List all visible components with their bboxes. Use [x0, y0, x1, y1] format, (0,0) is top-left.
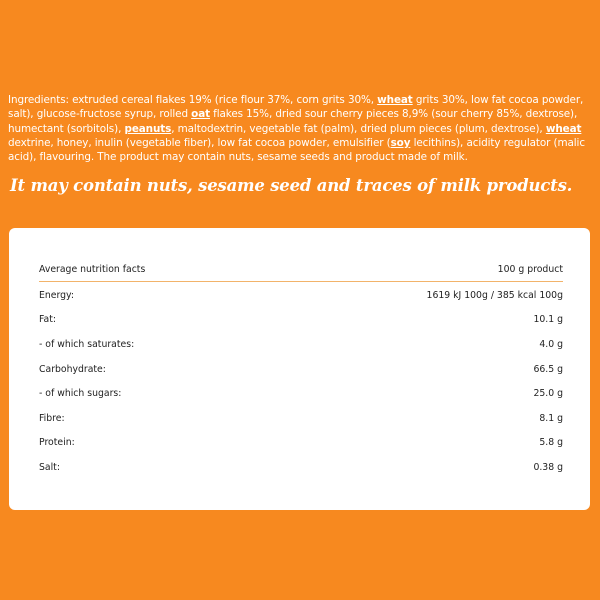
ingredients-segment: Ingredients: extruded cereal flakes 19% (rice flour 37%, corn grits 30%,	[8, 94, 378, 106]
nutrition-row-carbohydrate	[39, 357, 563, 382]
nutrition-header-row	[39, 258, 563, 282]
nutrition-label: Protein:	[39, 437, 75, 449]
ingredients-segment: , maltodextrin, vegetable fat (palm), dried plum pieces (plum, dextrose),	[171, 122, 546, 135]
allergen-wheat: wheat	[377, 94, 413, 106]
nutrition-value: 8.1 g	[539, 412, 563, 424]
allergen-wheat: wheat	[545, 122, 582, 135]
nutrition-label: Carbohydrate:	[39, 363, 106, 375]
allergen-soy: soy	[390, 136, 411, 149]
nutrition-value: 0.38 g	[533, 461, 563, 473]
nutrition-label: - of which sugars:	[39, 388, 122, 400]
allergen-warning: It may contain nuts, sesame seed and traces of milk products.	[10, 176, 573, 195]
allergen-oat: oat	[191, 108, 210, 121]
nutrition-value: 4.0 g	[539, 338, 563, 350]
ingredients-segment: grits 30%, low fat cocoa powder, salt), glucose-fructose syrup, rolled	[8, 94, 584, 121]
nutrition-row-fat	[39, 308, 563, 333]
nutrition-value: 25.0 g	[533, 388, 563, 400]
ingredients-text	[8, 93, 590, 164]
nutrition-header-value: 100 g product	[497, 264, 563, 275]
allergen-peanuts: peanuts	[124, 122, 172, 135]
nutrition-row-sugars	[39, 381, 563, 406]
ingredients-segment: flakes 15%, dried sour cherry pieces 8,9% (sour cherry 85%, dextrose), humectant (sorbitols),	[8, 108, 578, 135]
nutrition-row-fibre	[39, 406, 563, 431]
nutrition-table	[39, 258, 563, 480]
nutrition-header-label: Average nutrition facts	[39, 264, 146, 275]
nutrition-row-protein	[39, 431, 563, 456]
nutrition-value: 5.8 g	[539, 437, 563, 449]
nutrition-value: 10.1 g	[533, 314, 563, 326]
nutrition-label: Energy:	[39, 289, 75, 301]
nutrition-label: Salt:	[39, 461, 60, 473]
nutrition-row-energy	[39, 283, 563, 308]
nutrition-label: Fat:	[39, 314, 56, 326]
nutrition-value: 1619 kJ 100g / 385 kcal 100g	[426, 289, 563, 301]
ingredients-segment: lecithins), acidity regulator (malic acid), flavouring. The product may contain nuts, sesame seeds and product made of milk.	[8, 136, 585, 164]
ingredients-segment: dextrine, honey, inulin (vegetable fiber), low fat cocoa powder, emulsifier (	[8, 136, 391, 149]
nutrition-label: Fibre:	[39, 412, 65, 424]
nutrition-label: - of which saturates:	[39, 338, 135, 350]
nutrition-row-saturates	[39, 332, 563, 357]
nutrition-row-salt	[39, 455, 563, 480]
nutrition-card	[9, 228, 590, 510]
nutrition-value: 66.5 g	[533, 363, 563, 375]
